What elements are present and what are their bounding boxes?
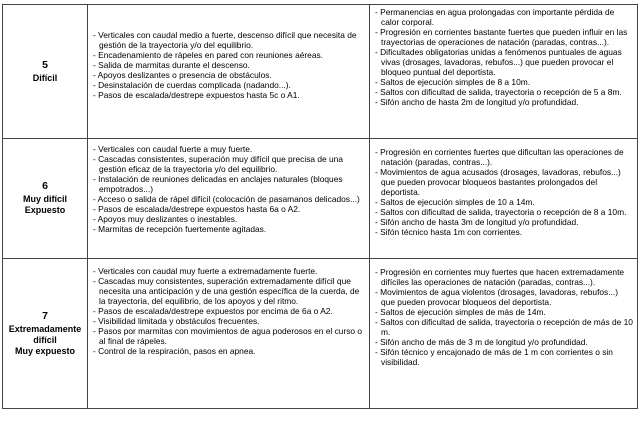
list-item: - Sifón técnico hasta 1m con corrientes. — [373, 227, 634, 237]
level-number: 5 — [42, 58, 48, 71]
level-cell — [3, 139, 88, 259]
list-item: - Pasos por marmitas con movimientos de agua poderosos en el curso o al final de rápeles. — [91, 326, 366, 346]
list-item: - Saltos de ejecución simples de 8 a 10m. — [373, 77, 634, 87]
list-item: - Saltos con dificultad de salida, trayectoria o recepción de más de 10 m. — [373, 317, 634, 337]
aquatic-cell — [370, 139, 638, 259]
level-name: Extremadamente — [8, 323, 82, 334]
list-item: - Saltos con dificultad de salida, trayectoria o recepción de 5 a 8m. — [373, 87, 634, 97]
list-item: - Permanencias en agua prolongadas con importante pérdida de calor corporal. — [373, 7, 634, 27]
list-item: - Salida de marmitas durante el descenso. — [91, 60, 366, 70]
table-row — [3, 139, 638, 259]
list-item: - Visibilidad limitada y obstáculos frecuentes. — [91, 316, 366, 326]
list-item: - Pasos de escalada/destrepe expuestos hasta 5c o A1. — [91, 90, 366, 100]
description-cell — [88, 139, 370, 259]
level-number: 6 — [42, 180, 48, 192]
list-item: - Apoyos muy deslizantes o inestables. — [91, 214, 366, 224]
table-row — [3, 5, 638, 139]
list-item: - Progresión en corrientes muy fuertes que hacen extremadamente difíciles las operaciones de natación (paradas, contras...). — [373, 267, 634, 287]
level-qualifier: Expuesto — [24, 205, 66, 215]
level-name: Muy difícil — [22, 194, 67, 204]
list-item: - Acceso o salida de rápel difícil (colocación de pasamanos delicados...) — [91, 194, 366, 204]
level-name-cont: difícil — [33, 334, 57, 345]
list-item: - Movimientos de agua acusados (drosages, lavadoras, rebufos...) que pueden provocar bloqueos bastantes prolongados del deportista. — [373, 167, 634, 197]
level-cell — [3, 259, 88, 409]
list-item: - Verticales con caudal fuerte a muy fuerte. — [91, 144, 366, 154]
table-row — [3, 259, 638, 409]
list-item: - Progresión en corrientes fuertes que dificultan las operaciones de natación (paradas, contras...). — [373, 147, 634, 167]
description-cell — [88, 259, 370, 409]
list-item: - Saltos de ejecución simples de más de 14m. — [373, 307, 634, 317]
difficulty-table — [2, 4, 638, 409]
list-item: - Pasos de escalada/destrepe expuestos hasta 6a o A2. — [91, 204, 366, 214]
list-item: - Apoyos deslizantes o presencia de obstáculos. — [91, 70, 366, 80]
list-item: - Control de la respiración, pasos en apnea. — [91, 346, 366, 356]
list-item: - Instalación de reuniones delicadas en anclajes naturales (bloques empotrados...) — [91, 174, 366, 194]
description-cell — [88, 5, 370, 139]
list-item: - Cascadas muy consistentes, superación extremadamente difícil que necesita una anticipación y de una gestión específica de la cuerda, de la trayectoria, del equilibrio, de los apoyos y del ritmo. — [91, 276, 366, 306]
list-item: - Sifón ancho de más de 3 m de longitud y/o profundidad. — [373, 337, 634, 347]
list-item: - Movimientos de agua violentos (drosages, lavadoras, rebufos...) que pueden provocar bloqueos del deportista. — [373, 287, 634, 307]
list-item: - Encadenamiento de rápeles en pared con reuniones aéreas. — [91, 50, 366, 60]
list-item: - Sifón ancho de hasta 2m de longitud y/o profundidad. — [373, 97, 634, 107]
list-item: - Progresión en corrientes bastante fuertes que pueden influir en las trayectorias de operaciones de natación (paradas, contras...). — [373, 27, 634, 47]
level-qualifier: Muy expuesto — [14, 345, 75, 356]
aquatic-cell — [370, 5, 638, 139]
list-item: - Verticales con caudal medio a fuerte, descenso difícil que necesita de gestión de la trayectoria y/o del equilibrio. — [91, 30, 366, 50]
list-item: - Verticales con caudal muy fuerte a extremadamente fuerte. — [91, 266, 366, 276]
level-number: 7 — [42, 309, 48, 322]
level-name: Difícil — [32, 72, 58, 83]
list-item: - Sifón técnico y encajonado de más de 1 m con corrientes o sin visibilidad. — [373, 347, 634, 367]
list-item: - Desinstalación de cuerdas complicada (nadando...). — [91, 80, 366, 90]
level-cell — [3, 5, 88, 139]
list-item: - Pasos de escalada/destrepe expuestos por encima de 6a o A2. — [91, 306, 366, 316]
list-item: - Sifón ancho de hasta 3m de longitud y/o profundidad. — [373, 217, 634, 227]
list-item: - Saltos con dificultad de salida, trayectoria o recepción de 8 a 10m. — [373, 207, 634, 217]
list-item: - Cascadas consistentes, superación muy difícil que precisa de una gestión eficaz de la trayectoria y/o del equilibrio. — [91, 154, 366, 174]
list-item: - Marmitas de recepción fuertemente agitadas. — [91, 224, 366, 234]
list-item: - Dificultades obligatorias unidas a fenómenos puntuales de aguas vivas (drosages, lavadoras, rebufos...) que pueden provocar el bloqueo puntual del deportista. — [373, 47, 634, 77]
aquatic-cell — [370, 259, 638, 409]
list-item: - Saltos de ejecución simples de 10 a 14m. — [373, 197, 634, 207]
